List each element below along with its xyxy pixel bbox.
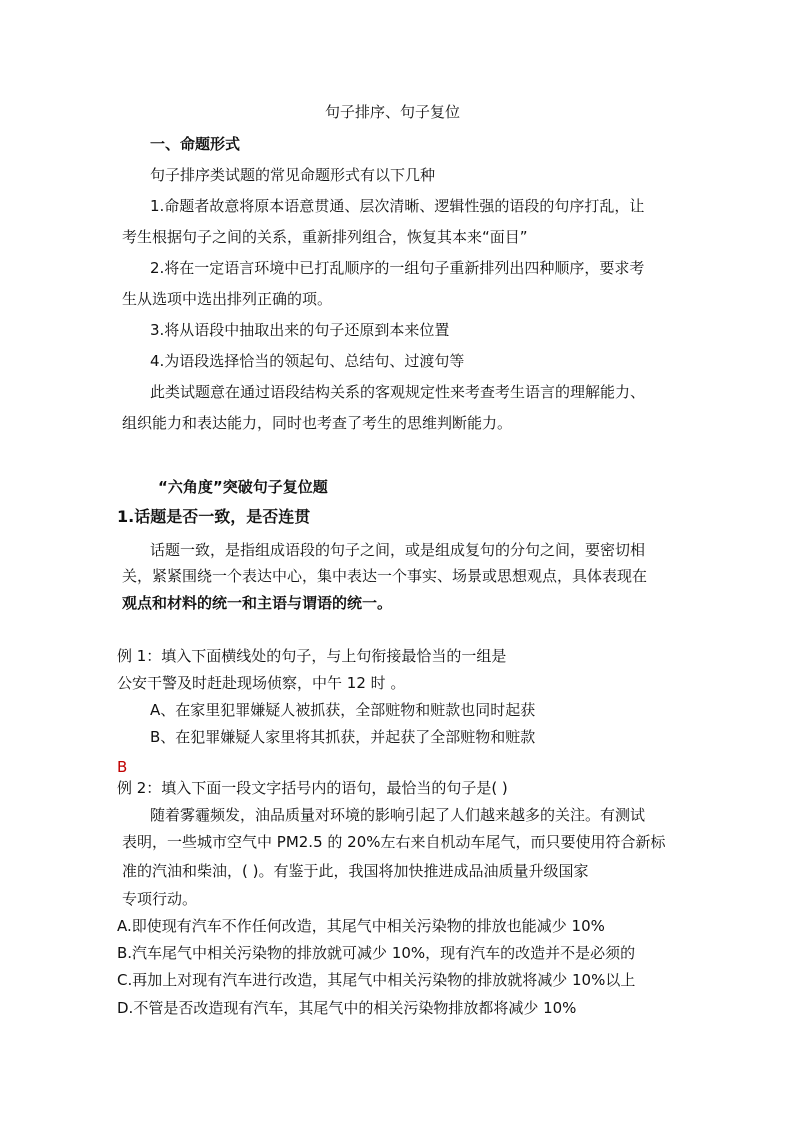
example-2-para-line-3: 准的汽油和柴油，( )。有鉴于此，我国将加快推进成品油质量升级国家: [122, 862, 589, 880]
intro-text: 句子排序类试题的常见命题形式有以下几种: [150, 166, 436, 184]
example-2-para-line-4: 专项行动。: [122, 890, 198, 908]
item-3: 3.将从语段中抽取出来的句子还原到本来位置: [150, 321, 450, 339]
example-1-answer: B: [117, 758, 128, 776]
example-2-option-a: A.即使现有汽车不作任何改造，其尾气中相关污染物的排放也能减少 10%: [117, 917, 605, 935]
item-2-line-1: 2.将在一定语言环境中已打乱顺序的一组句子重新排列出四种顺序，要求考: [150, 259, 645, 277]
item-2-line-2: 生从选项中选出排列正确的项。: [122, 290, 333, 308]
example-2-option-b: B.汽车尾气中相关污染物的排放就可减少 10%，现有汽车的改造并不是必须的: [117, 944, 636, 962]
example-1-option-b: B、在犯罪嫌疑人家里将其抓获，并起获了全部赃物和赃款: [150, 728, 536, 746]
topic-para-line-3: 观点和材料的统一和主语与谓语的统一。: [122, 594, 393, 612]
example-2-para-line-1: 随着雾霾频发，油品质量对环境的影响引起了人们越来越多的关注。有测试: [150, 806, 646, 824]
example-2-para-line-2: 表明，一些城市空气中 PM2.5 的 20%左右来自机动车尾气，而只要使用符合新标: [122, 833, 666, 851]
item-1-line-1: 1.命题者故意将原本语意贯通、层次清晰、逻辑性强的语段的句序打乱，让: [150, 197, 645, 215]
example-1-option-a: A、在家里犯罪嫌疑人被抓获，全部赃物和赃款也同时起获: [150, 701, 536, 719]
example-1-prompt: 例 1：填入下面横线处的句子，与上句衔接最恰当的一组是: [117, 647, 507, 665]
example-2-prompt: 例 2：填入下面一段文字括号内的语句，最恰当的句子是( ): [117, 779, 508, 797]
summary-line-2: 组织能力和表达能力，同时也考查了考生的思维判断能力。: [122, 414, 513, 432]
page-title: 句子排序、句子复位: [325, 103, 461, 121]
subheading-topic-consistency: 1.话题是否一致，是否连贯: [117, 507, 311, 526]
item-4: 4.为语段选择恰当的领起句、总结句、过渡句等: [150, 352, 465, 370]
section-heading-six-angles: “六角度”突破句子复位题: [158, 478, 328, 496]
example-2-option-c: C.再加上对现有汽车进行改造，其尾气中相关污染物的排放就将减少 10%以上: [117, 971, 636, 989]
item-1-line-2: 考生根据句子之间的关系，重新排列组合，恢复其本来“面目”: [122, 228, 528, 246]
topic-para-line-1: 话题一致，是指组成语段的句子之间，或是组成复句的分句之间，要密切相: [150, 541, 646, 559]
section-heading-question-forms: 一、命题形式: [150, 135, 241, 153]
summary-line-1: 此类试题意在通过语段结构关系的客观规定性来考查考生语言的理解能力、: [150, 383, 646, 401]
example-2-option-d: D.不管是否改造现有汽车，其尾气中的相关污染物排放都将减少 10%: [117, 999, 577, 1017]
example-1-sentence: 公安干警及时赶赴现场侦察，中午 12 时 。: [117, 674, 406, 692]
topic-para-line-2: 关，紧紧围绕一个表达中心，集中表达一个事实、场景或思想观点，具体表现在: [122, 567, 648, 585]
